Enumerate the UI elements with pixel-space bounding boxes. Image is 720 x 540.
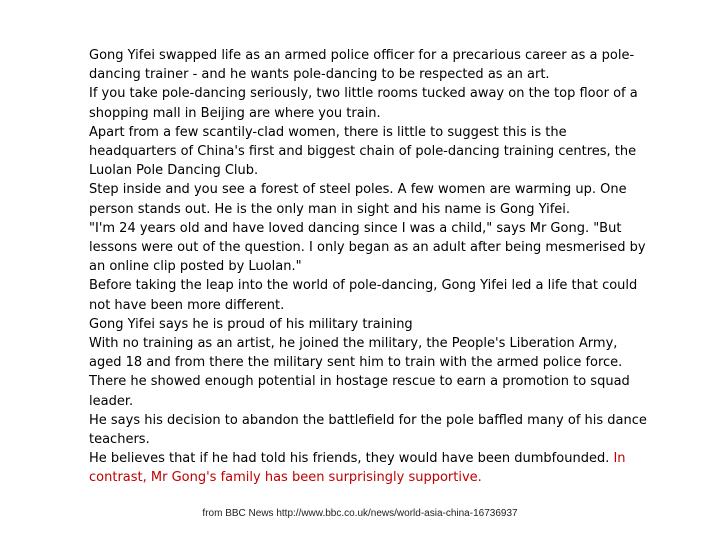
highlighted-sentence: In contrast, Mr Gong's family has been surprisingly supportive.	[89, 451, 626, 486]
article-paragraph: If you take pole-dancing seriously, two little rooms tucked away on the top floor of a shopping mall in Beijing are where you train.	[89, 86, 638, 121]
article-paragraph: He says his decision to abandon the battlefield for the pole baffled many of his dance teachers.	[89, 412, 647, 448]
article-paragraph-final	[89, 449, 649, 487]
article-paragraph: Before taking the leap into the world of pole-dancing, Gong Yifei led a life that could not have been more different.	[89, 278, 638, 313]
source-citation: from BBC News http://www.bbc.co.uk/news/world-asia-china-16736937	[202, 508, 518, 519]
article-paragraph: Gong Yifei says he is proud of his military training	[89, 316, 413, 332]
final-sentence-plain: He believes that if he had told his friends, they would have been dumbfounded.	[89, 451, 614, 467]
article-paragraph: Gong Yifei swapped life as an armed police officer for a precarious career as a pole-dancing trainer - and he wants pole-dancing to be respected as an art.	[89, 48, 635, 83]
article-paragraph: With no training as an artist, he joined the military, the People's Liberation Army, aged 18 and from there the military sent him to train with the armed police force.	[89, 336, 623, 371]
article-paragraph: "I'm 24 years old and have loved dancing since I was a child," says Mr Gong. "But lessons were out of the question. I only began as an adult after being mesmerised by an online clip posted by Luolan."	[89, 220, 646, 275]
article-paragraph: There he showed enough potential in hostage rescue to earn a promotion to squad leader.	[89, 374, 630, 409]
article-body	[89, 46, 649, 488]
article-paragraph: Apart from a few scantily-clad women, there is little to suggest this is the headquarters of China's first and biggest chain of pole-dancing training centres, the Luolan Pole Dancing Club.	[89, 124, 637, 179]
article-paragraph: Step inside and you see a forest of steel poles. A few women are warming up. One person stands out. He is the only man in sight and his name is Gong Yifei.	[89, 182, 627, 217]
